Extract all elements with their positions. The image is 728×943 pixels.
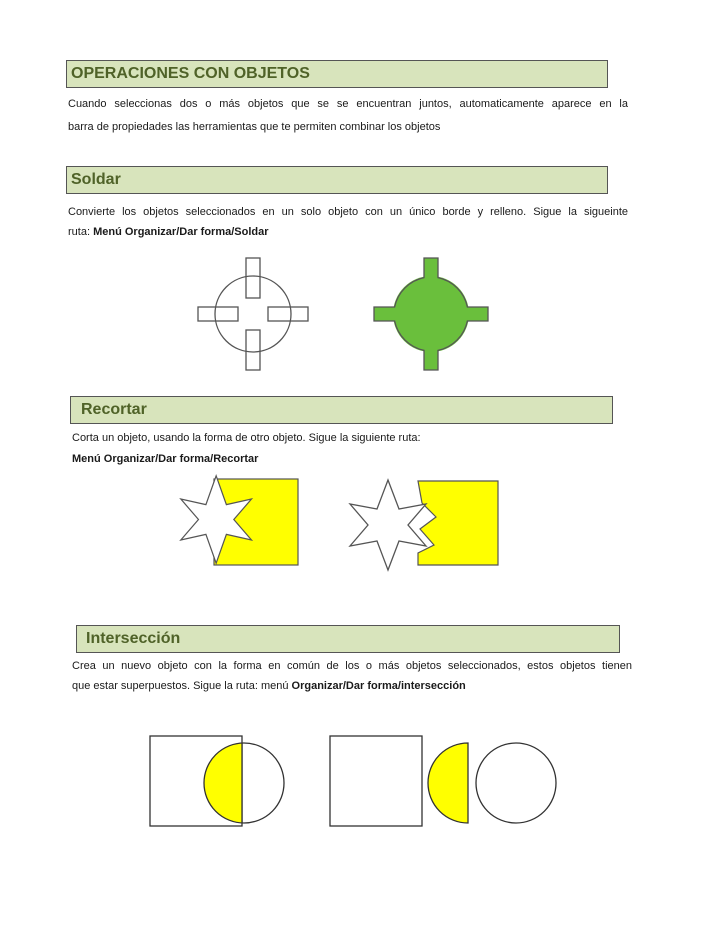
soldar-before-circle xyxy=(215,276,291,352)
recortar-text-line2 xyxy=(72,449,632,469)
soldar-before-rect-left xyxy=(198,307,238,321)
section-title-recortar: Recortar xyxy=(81,401,147,418)
section-header-recortar xyxy=(70,396,613,424)
interseccion-route-prefix: que estar superpuestos. Sigue la ruta: menú xyxy=(72,680,292,692)
interseccion-after-figure xyxy=(328,734,560,828)
interseccion-after-square xyxy=(330,736,422,826)
operaciones-text-line1: Cuando seleccionas dos o más objetos que se se encuentran juntos, automaticamente aparece en la xyxy=(68,98,628,110)
soldar-route: Menú Organizar/Dar forma/Soldar xyxy=(93,226,269,238)
recortar-before-figure xyxy=(170,477,300,569)
section-title-soldar: Soldar xyxy=(71,171,121,188)
interseccion-before-figure xyxy=(148,734,288,828)
section-title-interseccion: Intersección xyxy=(86,630,181,647)
recortar-after-square xyxy=(418,481,498,565)
soldar-text-line1: Convierte los objetos seleccionados en un solo objeto con un único borde y relleno. Sigue la sigueinte xyxy=(68,206,628,218)
recortar-after-figure xyxy=(338,477,502,569)
soldar-route-prefix: ruta: xyxy=(68,226,94,238)
interseccion-text-line1: Crea un nuevo objeto con la forma en común de los o más objetos seleccionados, estos objetos tienen xyxy=(72,660,632,672)
section-header-soldar xyxy=(66,166,608,194)
recortar-route: Menú Organizar/Dar forma/Recortar xyxy=(72,453,259,465)
operaciones-text-line2: barra de propiedades las herramientas que te permiten combinar los objetos xyxy=(68,121,441,133)
interseccion-after-circle xyxy=(476,743,556,823)
soldar-before-rect-top xyxy=(246,258,260,298)
recortar-text-line1: Corta un objeto, usando la forma de otro objeto. Sigue la siguiente ruta: xyxy=(72,432,421,444)
section-header-interseccion xyxy=(76,625,620,653)
recortar-after-star xyxy=(350,480,426,570)
soldar-after-figure xyxy=(372,256,490,372)
section-title-operaciones: OPERACIONES CON OBJETOS xyxy=(71,65,310,82)
soldar-before-rect-bottom xyxy=(246,330,260,370)
interseccion-route: Organizar/Dar forma/intersección xyxy=(291,680,466,692)
interseccion-text-line2 xyxy=(72,676,632,696)
soldar-before-figure xyxy=(196,256,308,372)
section-header-operaciones xyxy=(66,60,608,88)
soldar-text-line2 xyxy=(68,222,628,242)
soldar-before-rect-right xyxy=(268,307,308,321)
interseccion-after-intersection xyxy=(428,743,468,823)
